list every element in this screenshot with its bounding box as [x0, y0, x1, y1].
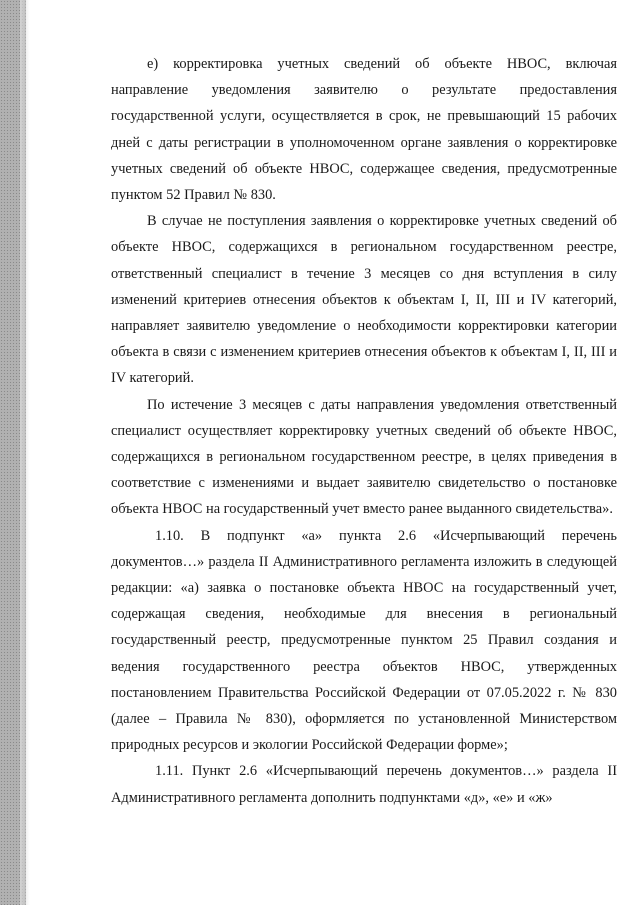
paragraph-1-10: 1.10. В подпункт «а» пункта 2.6 «Исчерпывающий перечень документов…» раздела II Административного регламента изложить в следующей редакции: «а) заявка о постановке объекта НВОС на государственный учет, содержащая сведения, необходимые для внесения в региональный государственный реестр, предусмотренные пунктом 25 Правил создания и ведения государственного реестра объектов НВОС, утвержденных постановлением Правительства Российской Федерации от 07.05.2022 г. № 830 (далее – Правила № 830), оформляется по установленной Министерством природных ресурсов и экологии Российской Федерации форме»;: [111, 527, 617, 754]
paragraph-1-11: 1.11. Пункт 2.6 «Исчерпывающий перечень документов…» раздела II Административного регламента дополнить подпунктами «д», «е» и «ж»: [111, 763, 617, 806]
document-page: [111, 51, 617, 811]
scan-edge-fade: [20, 0, 30, 905]
paragraph-e-correction: е) корректировка учетных сведений об объекте НВОС, включая направление уведомления заявителю о результате предоставления государственной услуги, осуществляется в срок, не превышающий 15 рабочих дней с даты регистрации в уполномоченном органе заявления о корректировке учетных сведений об объекте НВОС, содержащее сведения, предусмотренные пунктом 52 Правил № 830.: [111, 56, 617, 204]
paragraph-after-3-months: По истечение 3 месяцев с даты направления уведомления ответственный специалист осуществляет корректировку учетных сведений об объекте НВОС, содержащихся в региональном государственном реестре, в целях приведения в соответствие с изменениями и выдает заявителю свидетельство о постановке объекта НВОС на государственный учет вместо ранее выданного свидетельства».: [111, 396, 617, 518]
paragraph-no-application: В случае не поступления заявления о корректировке учетных сведений об объекте НВОС, содержащихся в региональном государственном реестре, ответственный специалист в течение 3 месяцев со дня вступления в силу изменений критериев отнесения объектов к объектам I, II, III и IV категорий, направляет заявителю уведомление о необходимости корректировки категории объекта в связи с изменением критериев отнесения объектов к объектам I, II, III и IV категорий.: [111, 213, 617, 387]
